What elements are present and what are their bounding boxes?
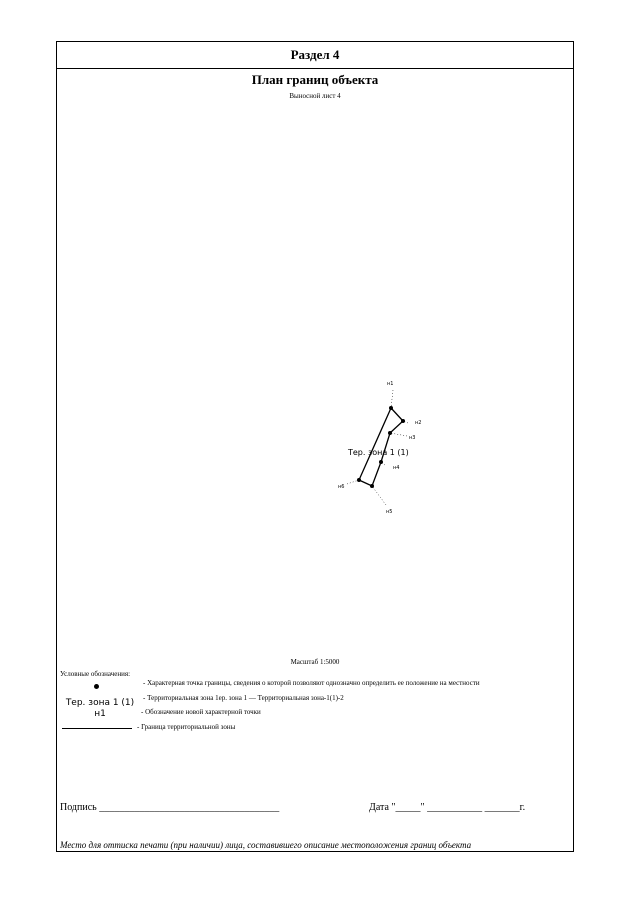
point-n1-label: н1 bbox=[387, 381, 394, 387]
legend-zone-desc: - Территориальная зона 1ер. зона 1 — Территориальная зона-1(1)-2 bbox=[143, 694, 344, 702]
point-n3-marker bbox=[388, 431, 392, 435]
sheet-subtitle: Выносной лист 4 bbox=[289, 92, 341, 100]
point-n4-label: н4 bbox=[393, 465, 400, 471]
zone-boundary bbox=[359, 408, 403, 486]
point-n2-marker bbox=[401, 419, 405, 423]
legend-heading: Условные обозначения: bbox=[60, 670, 131, 678]
legend-point-desc: - Характерная точка границы, сведения о которой позволяют однозначно определить ее положение на местности bbox=[143, 679, 480, 687]
stamp-place-note: Место для оттиска печати (при наличии) лица, составившего описание местоположения границ объекта bbox=[60, 840, 472, 850]
legend-border-desc: - Граница территориальной зоны bbox=[137, 723, 236, 731]
point-n5-label: н5 bbox=[386, 509, 393, 515]
legend-border-icon bbox=[62, 728, 132, 729]
point-n5-marker bbox=[370, 484, 374, 488]
scale-label: Масштаб 1:5000 bbox=[290, 658, 340, 666]
date-line: Дата "_____" ___________ _______г. bbox=[369, 802, 526, 813]
zone-label: Тер. зона 1 (1) bbox=[348, 448, 409, 457]
boundary-plan bbox=[57, 42, 575, 853]
legend-point-icon bbox=[94, 684, 99, 689]
point-n3-label: н3 bbox=[409, 435, 416, 441]
legend-zone-sample bbox=[61, 698, 139, 720]
legend-zone-sample-text: Тер. зона 1 (1) bbox=[65, 698, 135, 708]
leader-n3 bbox=[390, 433, 407, 436]
page-frame bbox=[56, 41, 574, 852]
legend-new-point-sample: н1 bbox=[94, 709, 106, 719]
leader-n5 bbox=[372, 486, 386, 505]
legend-new-point-desc: - Обозначение новой характерной точки bbox=[141, 708, 261, 716]
point-n1-marker bbox=[389, 406, 393, 410]
signature-line: Подпись ____________________________________ bbox=[60, 802, 280, 813]
section-title: Раздел 4 bbox=[57, 42, 573, 69]
leader-n1 bbox=[391, 390, 393, 408]
point-n6-label: н6 bbox=[338, 484, 345, 490]
plan-title: План границ объекта bbox=[251, 72, 379, 87]
point-n4-marker bbox=[379, 460, 383, 464]
point-n6-marker bbox=[357, 478, 361, 482]
point-n2-label: н2 bbox=[415, 420, 422, 426]
